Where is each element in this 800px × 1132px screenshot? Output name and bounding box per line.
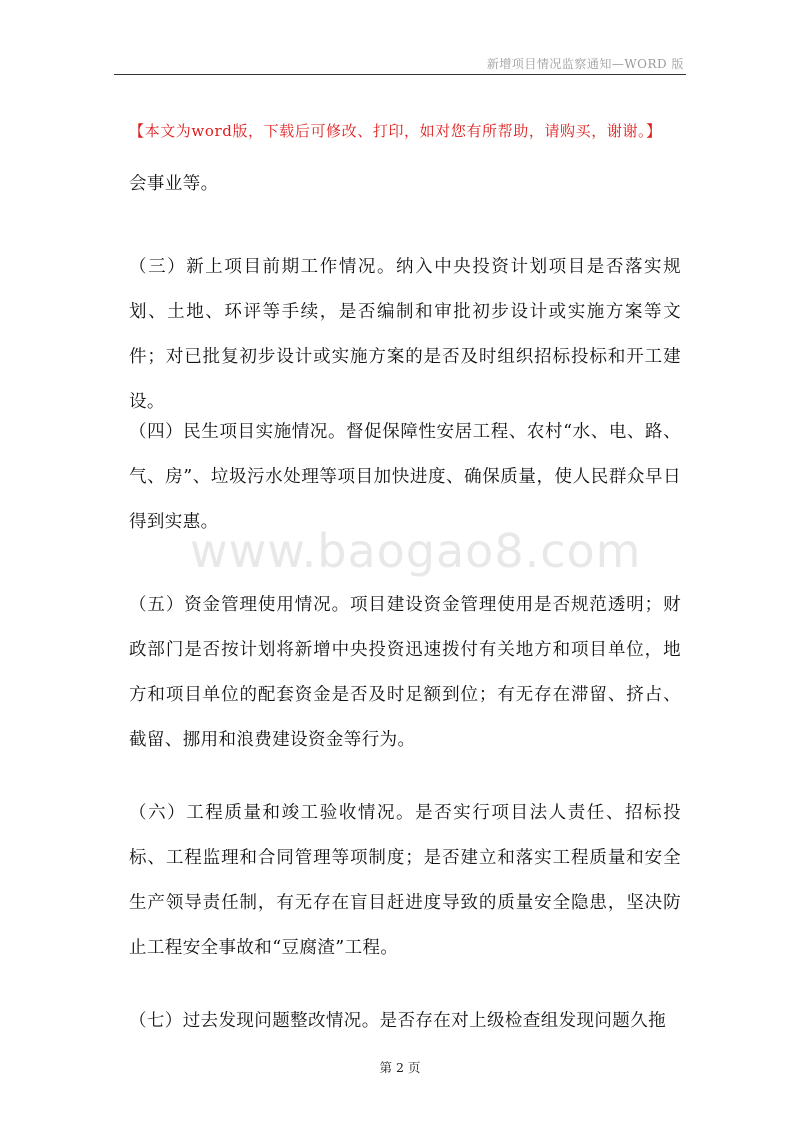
watermark: www.baogao8.com: [190, 524, 642, 578]
paragraph-section-5: （五）资金管理使用情况。项目建设资金管理使用是否规范透明；财政部门是否按计划将新增中央投资迅速拨付有关地方和项目单位，地方和项目单位的配套资金是否及时足额到位；有无存在滞留、挤占、截留、挪用和浪费建设资金等行为。: [129, 595, 681, 750]
page-number: 第 2 页: [379, 1060, 421, 1075]
paragraph-section-3: （三）新上项目前期工作情况。纳入中央投资计划项目是否落实规划、土地、环评等手续，是否编制和审批初步设计或实施方案等文件；对已批复初步设计或实施方案的是否及时组织招标投标和开工建设。: [129, 257, 681, 412]
purchase-notice: 【本文为word版，下载后可修改、打印，如对您有所帮助，请购买，谢谢。】: [129, 122, 662, 140]
paragraph-section-7: （七）过去发现问题整改情况。是否存在对上级检查组发现问题久拖: [129, 1011, 666, 1031]
paragraph-section-6: （六）工程质量和竣工验收情况。是否实行项目法人责任、招标投标、工程监理和合同管理等项制度；是否建立和落实工程质量和安全生产领导责任制，有无存在盲目赶进度导致的质量安全隐患，坚决防止工程安全事故和“豆腐渣”工程。: [129, 803, 681, 958]
header-divider: [114, 74, 686, 75]
paragraph-section-4: （四）民生项目实施情况。督促保障性安居工程、农村“水、电、路、气、房”、垃圾污水处理等项目加快进度、确保质量，使人民群众早日得到实惠。: [129, 422, 681, 532]
paragraph-continuation: 会事业等。: [129, 174, 219, 194]
running-header: 新增项目情况监察通知—WORD 版: [486, 57, 684, 71]
